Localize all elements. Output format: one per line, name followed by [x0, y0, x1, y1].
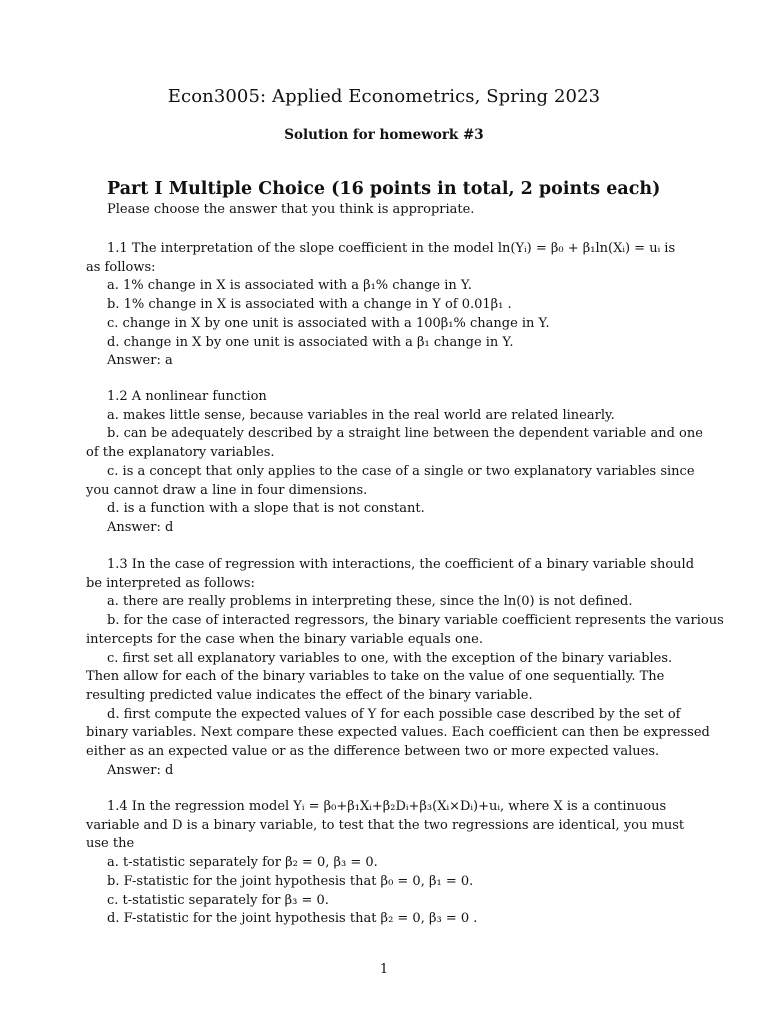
question-1-2	[86, 388, 703, 538]
answer-option: a. t-statistic separately for β₂ = 0, β₃ = 0.	[107, 855, 378, 871]
question-1-3	[86, 556, 724, 780]
section-intro: Please choose the answer that you think is appropriate.	[107, 202, 475, 217]
answer-option: b. F-statistic for the joint hypothesis that β₀ = 0, β₁ = 0.	[107, 873, 474, 889]
option-line: resulting predicted value indicates the effect of the binary variable.	[86, 687, 533, 703]
option-line: c. is a concept that only applies to the case of a single or two explanatory variables since	[107, 463, 695, 479]
answer-option	[86, 593, 684, 612]
answer-key: Answer: d	[107, 519, 174, 535]
answer-option	[86, 500, 684, 519]
option-line: a. makes little sense, because variables in the real world are related linearly.	[107, 407, 615, 423]
answer-option: b. 1% change in X is associated with a change in Y of 0.01β₁ .	[107, 297, 512, 313]
answer-option	[86, 650, 684, 706]
answer-option	[86, 612, 724, 649]
option-line: Then allow for each of the binary variables to take on the value of one sequentially. The	[86, 669, 665, 685]
option-line: either as an expected value or as the difference between two or more expected values.	[86, 744, 660, 760]
question-stem-line: use the	[86, 836, 135, 852]
question-stem-line: be interpreted as follows:	[86, 575, 255, 591]
option-line: intercepts for the case when the binary variable equals one.	[86, 631, 483, 647]
question-1-1	[86, 240, 684, 371]
question-stem-line: variable and D is a binary variable, to test that the two regressions are identical, you must	[86, 817, 685, 833]
answer-option: d. change in X by one unit is associated with a β₁ change in Y.	[107, 334, 514, 350]
answer-option	[86, 706, 710, 762]
question-stem-line: 1.2 A nonlinear function	[107, 389, 267, 404]
option-line: d. is a function with a slope that is not constant.	[107, 501, 425, 517]
answer-option	[86, 425, 703, 462]
answer-option: c. t-statistic separately for β₃ = 0.	[107, 892, 329, 908]
option-line: of the explanatory variables.	[86, 445, 275, 461]
page-number: 1	[379, 962, 389, 977]
option-line: c. first set all explanatory variables to one, with the exception of the binary variables.	[107, 650, 673, 666]
question-1-4	[86, 798, 684, 929]
option-line: you cannot draw a line in four dimensions.	[86, 482, 368, 498]
answer-key: Answer: d	[107, 762, 174, 778]
answer-option: c. change in X by one unit is associated with a 100β₁% change in Y.	[107, 315, 550, 331]
section-heading: Part I Multiple Choice (16 points in total, 2 points each)	[107, 179, 661, 199]
option-line: b. for the case of interacted regressors, the binary variable coefficient represents the various	[107, 613, 724, 629]
question-stem-line: 1.3 In the case of regression with interactions, the coefficient of a binary variable should	[107, 557, 695, 572]
option-line: binary variables. Next compare these expected values. Each coefficient can then be expressed	[86, 725, 710, 741]
question-stem-line: as follows:	[86, 259, 156, 275]
question-stem-line: 1.1 The interpretation of the slope coefficient in the model ln(Yᵢ) = β₀ + β₁ln(Xᵢ) = uᵢ is	[107, 241, 676, 256]
document-subtitle: Solution for homework #3	[284, 127, 484, 143]
question-stem-line: 1.4 In the regression model Yᵢ = β₀+β₁Xᵢ+β₂Dᵢ+β₃(Xᵢ×Dᵢ)+uᵢ, where X is a continuous	[107, 799, 667, 814]
answer-option: a. 1% change in X is associated with a β₁% change in Y.	[107, 278, 472, 294]
option-line: a. there are really problems in interpreting these, since the ln(0) is not defined.	[107, 594, 633, 610]
answer-key: Answer: a	[107, 353, 173, 369]
answer-option	[86, 407, 684, 426]
document-title: Econ3005: Applied Econometrics, Spring 2023	[167, 86, 601, 107]
option-line: b. can be adequately described by a straight line between the dependent variable and one	[107, 426, 703, 442]
option-line: d. first compute the expected values of Y for each possible case described by the set of	[107, 706, 681, 722]
answer-option	[86, 463, 695, 500]
answer-option: d. F-statistic for the joint hypothesis that β₂ = 0, β₃ = 0 .	[107, 911, 478, 927]
